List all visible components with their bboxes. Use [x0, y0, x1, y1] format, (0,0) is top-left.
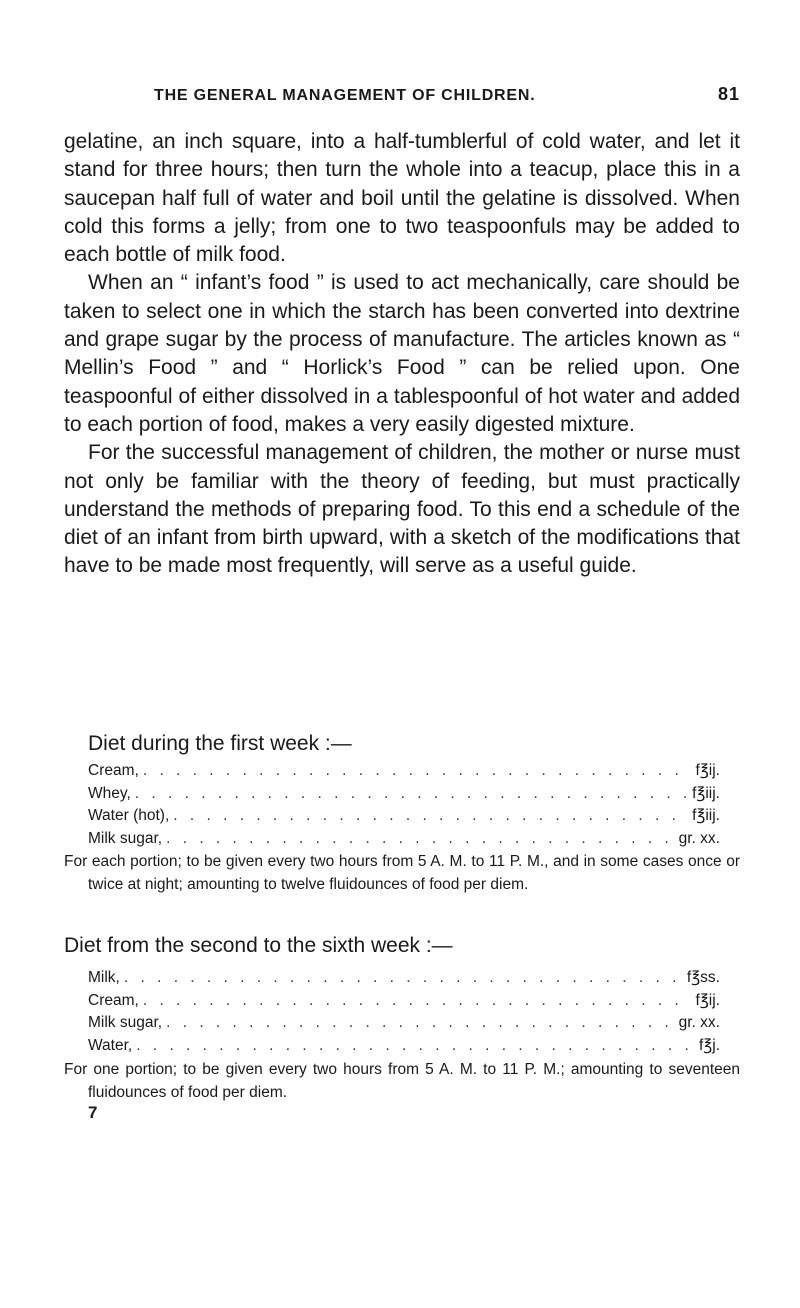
signature-mark: 7 — [88, 1103, 98, 1122]
page-number: 81 — [717, 84, 740, 104]
diet-first-week-heading: Diet during the first week :— — [88, 732, 352, 755]
leader-dots — [124, 967, 683, 990]
ingredient-quantity: f℥ij. — [695, 991, 720, 1009]
list-item — [88, 805, 720, 828]
paragraph: When an “ infant’s food ” is used to act mechanically, care should be taken to select one in which the starch has been converted into dextrine and grape sugar by the process of manufacture. The articles known as “ Mellin’s Food ” and “ Horlick’s Food ” can be relied upon. One teaspoonful of either dissolved in a tablespoonful of hot water and added to each portion of food, makes a very easily digested mixture. — [64, 271, 740, 436]
body-text — [64, 128, 740, 581]
leader-dots — [136, 1035, 695, 1058]
leader-dots — [143, 990, 692, 1013]
ingredient-quantity: gr. xx. — [678, 829, 720, 847]
ingredient-name: Water, — [88, 1036, 133, 1054]
ingredient-quantity: f℥iij. — [692, 807, 720, 825]
diet-first-week-list — [88, 760, 720, 850]
page-header — [64, 84, 740, 105]
ingredient-quantity: f℥j. — [698, 1036, 720, 1054]
leader-dots — [143, 760, 692, 783]
ingredient-name: Milk, — [88, 969, 120, 986]
ingredient-name: Milk sugar, — [88, 829, 163, 847]
ingredient-name: Whey, — [88, 784, 131, 802]
list-item — [88, 1035, 720, 1058]
note-text: For each portion; to be given every two hours from 5 A. M. to 11 P. M., and in some cases once or twice at night; amounting to twelve fluidounces of food per diem. — [64, 853, 740, 893]
leader-dots — [166, 828, 675, 851]
list-item — [88, 783, 720, 806]
diet-first-week-note — [64, 851, 740, 896]
ingredient-quantity: gr. xx. — [678, 1014, 720, 1032]
ingredient-name: Milk sugar, — [88, 1014, 163, 1032]
paragraph: For the successful management of children, the mother or nurse must not only be familiar with the theory of feeding, but must practically understand the methods of preparing food. To this end a schedule of the diet of an infant from birth upward, with a sketch of the modifications that have to be made most frequently, will serve as a useful guide. — [64, 441, 740, 578]
diet-second-week-note — [64, 1059, 740, 1104]
leader-dots — [166, 1012, 675, 1035]
list-item — [88, 828, 720, 851]
ingredient-quantity: f℥iij. — [692, 784, 720, 802]
note-text: For one portion; to be given every two hours from 5 A. M. to 11 P. M.; amounting to seventeen fluidounces of food per diem. — [64, 1061, 740, 1101]
ingredient-name: Water (hot), — [88, 807, 170, 825]
diet-second-week-list — [88, 967, 720, 1057]
diet-second-week-heading: Diet from the second to the sixth week :— — [64, 934, 453, 957]
list-item — [88, 990, 720, 1013]
list-item — [88, 760, 720, 783]
ingredient-quantity: f℥ij. — [695, 762, 720, 779]
list-item — [88, 967, 720, 990]
paragraph: gelatine, an inch square, into a half-tumblerful of cold water, and let it stand for three hours; then turn the whole into a teacup, place this in a saucepan half full of water and boil until the gelatine is dissolved. When cold this forms a jelly; from one to two teaspoonfuls may be added to each bottle of milk food. — [64, 130, 740, 267]
list-item — [88, 1012, 720, 1035]
ingredient-quantity: f℥ss. — [686, 969, 720, 986]
leader-dots — [173, 805, 688, 828]
running-head: THE GENERAL MANAGEMENT OF CHILDREN. — [154, 87, 536, 104]
leader-dots — [135, 783, 688, 806]
ingredient-name: Cream, — [88, 991, 139, 1009]
ingredient-name: Cream, — [88, 762, 139, 779]
